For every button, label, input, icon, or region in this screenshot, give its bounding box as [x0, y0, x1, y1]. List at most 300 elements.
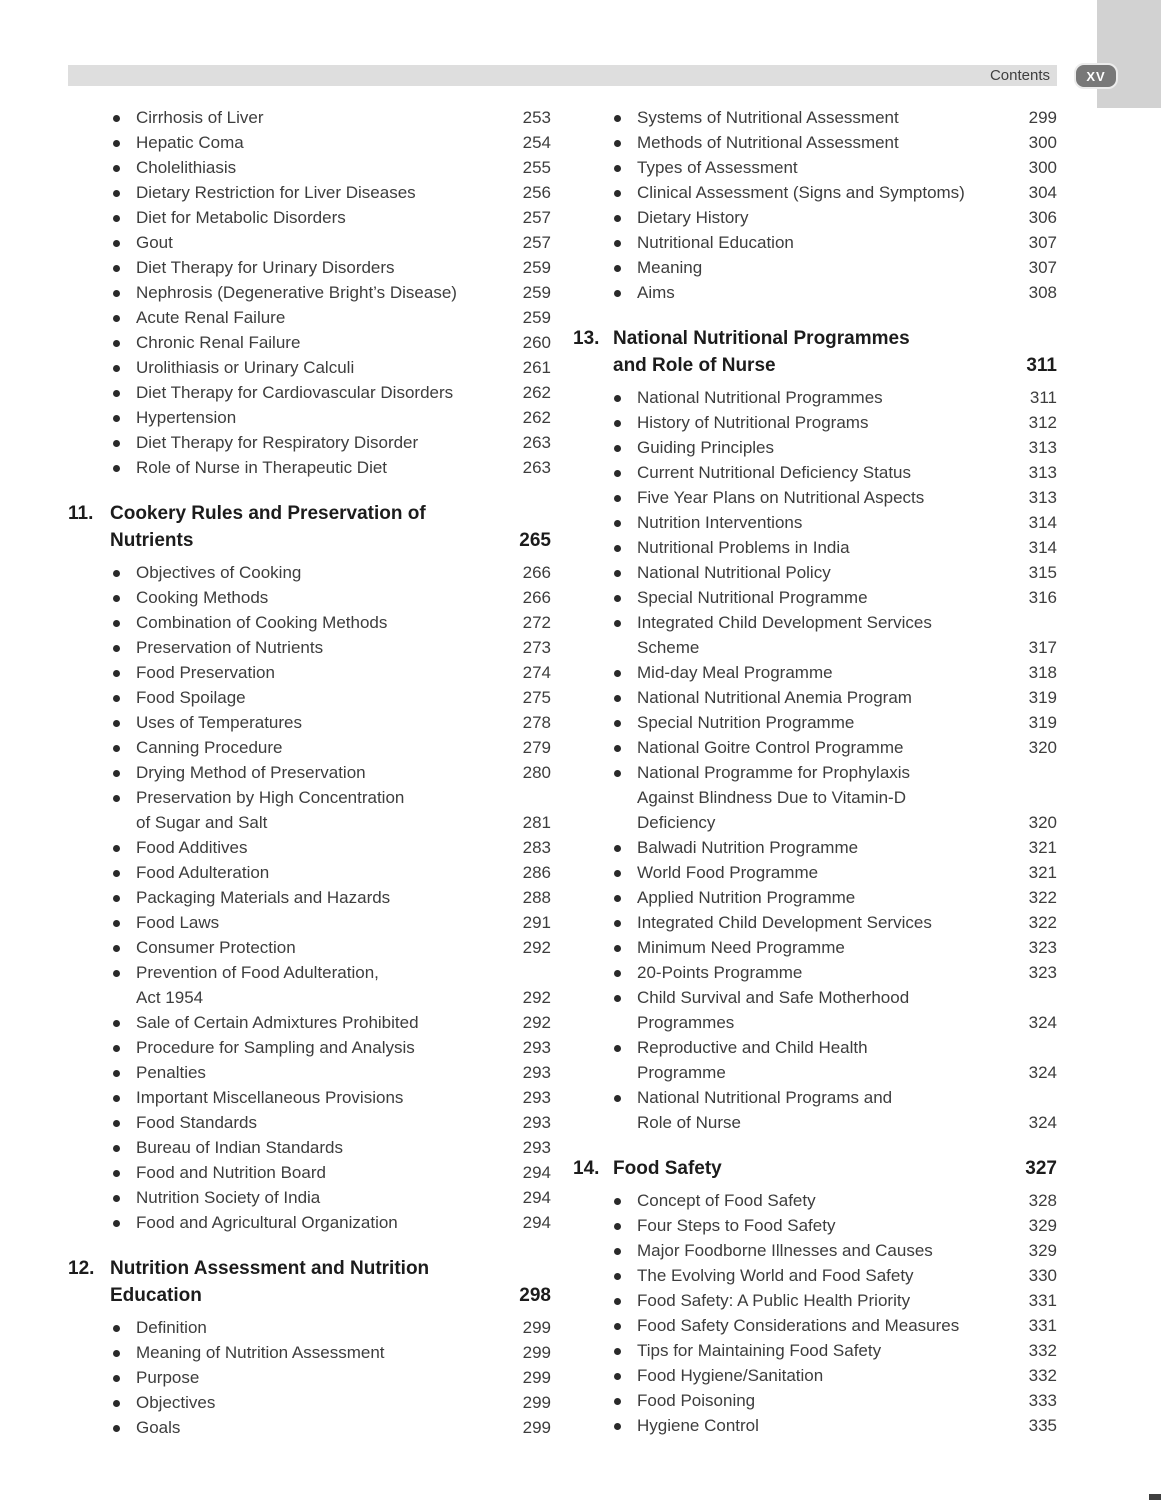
corner-strip	[1097, 0, 1161, 108]
entry-page-number: 320	[1028, 738, 1057, 757]
entry-page-number: 299	[522, 1368, 551, 1387]
entry-page-number: 293	[522, 1063, 551, 1082]
bullet-icon	[614, 945, 621, 952]
bullet-icon	[614, 1223, 621, 1230]
toc-entry	[68, 660, 551, 685]
toc-entry	[573, 960, 1057, 985]
entry-title: Food and Agricultural Organization	[136, 1213, 398, 1232]
entry-page-number: 323	[1028, 963, 1057, 982]
toc-entry	[68, 1415, 551, 1440]
entry-title: Tips for Maintaining Food Safety	[637, 1341, 882, 1360]
entry-page-number: 313	[1028, 438, 1057, 457]
toc-entry	[68, 380, 551, 405]
bullet-icon	[614, 745, 621, 752]
bullet-icon	[614, 265, 621, 272]
entry-title: Acute Renal Failure	[136, 308, 286, 327]
entry-title: Aims	[637, 283, 675, 302]
entry-page-number: 254	[522, 133, 551, 152]
entry-page-number: 324	[1028, 1063, 1057, 1082]
entry-title: Canning Procedure	[136, 738, 283, 757]
entry-title: Preservation by High Concentration	[136, 788, 405, 807]
toc-entry	[573, 1035, 1057, 1060]
toc-entry	[573, 710, 1057, 735]
toc-entry	[573, 1188, 1057, 1213]
chapter-heading-line	[110, 527, 551, 554]
entry-page-number: 262	[522, 383, 551, 402]
entry-page-number: 314	[1028, 538, 1057, 557]
chapter-title: Nutrition Assessment and Nutrition	[110, 1258, 430, 1279]
entry-page-number: 273	[522, 638, 551, 657]
entry-title: Nutritional Education	[637, 233, 794, 252]
entry-title: Against Blindness Due to Vitamin-D	[637, 788, 906, 807]
chapter-title: Nutrients	[110, 530, 194, 551]
toc-entry	[573, 635, 1057, 660]
toc-entry	[68, 585, 551, 610]
entry-page-number: 329	[1028, 1241, 1057, 1260]
entry-title: Act 1954	[136, 988, 204, 1007]
entry-title: Current Nutritional Deficiency Status	[637, 463, 912, 482]
entry-title: Deficiency	[637, 813, 716, 832]
entry-page-number: 281	[522, 813, 551, 832]
chapter-heading-line	[110, 500, 551, 527]
toc-entry	[573, 810, 1057, 835]
toc-entry	[573, 1060, 1057, 1085]
entry-page-number: 257	[522, 233, 551, 252]
bullet-icon	[113, 770, 120, 777]
toc-entry	[68, 810, 551, 835]
bullet-icon	[614, 695, 621, 702]
entry-title: Food Standards	[136, 1113, 257, 1132]
entry-title: Nutrition Interventions	[637, 513, 803, 532]
entry-page-number: 259	[522, 308, 551, 327]
entry-page-number: 319	[1028, 688, 1057, 707]
toc-entry	[68, 1160, 551, 1185]
entry-page-number: 293	[522, 1138, 551, 1157]
entry-page-number: 331	[1028, 1291, 1057, 1310]
entry-title: National Programme for Prophylaxis	[637, 763, 911, 782]
entry-page-number: 330	[1028, 1266, 1057, 1285]
toc-entry	[68, 1340, 551, 1365]
toc-entry	[68, 835, 551, 860]
entry-title: 20-Points Programme	[637, 963, 803, 982]
toc-entry	[68, 860, 551, 885]
toc-entry	[573, 1213, 1057, 1238]
toc-entry	[573, 1388, 1057, 1413]
toc-entry	[573, 1110, 1057, 1135]
entry-page-number: 262	[522, 408, 551, 427]
chapter-title: Cookery Rules and Preservation of	[110, 503, 426, 524]
entry-page-number: 312	[1028, 413, 1057, 432]
chapter-number: 11.	[68, 503, 94, 524]
bullet-icon	[614, 215, 621, 222]
entry-title: Food Safety Considerations and Measures	[637, 1316, 960, 1335]
entry-title: Food Preservation	[136, 663, 275, 682]
toc-entry	[573, 255, 1057, 280]
bullet-icon	[113, 870, 120, 877]
entry-page-number: 328	[1028, 1191, 1057, 1210]
entry-title: National Nutritional Anemia Program	[637, 688, 912, 707]
entry-title: Preservation of Nutrients	[136, 638, 324, 657]
entry-page-number: 299	[1028, 108, 1057, 127]
entry-page-number: 266	[522, 563, 551, 582]
entry-title: Scheme	[637, 638, 700, 657]
bullet-icon	[113, 795, 120, 802]
entry-page-number: 261	[522, 358, 551, 377]
bullet-icon	[113, 895, 120, 902]
entry-page-number: 294	[522, 1163, 551, 1182]
entry-page-number: 266	[522, 588, 551, 607]
bullet-icon	[614, 1273, 621, 1280]
entry-title: Systems of Nutritional Assessment	[637, 108, 899, 127]
entry-page-number: 263	[522, 433, 551, 452]
bullet-icon	[614, 720, 621, 727]
chapter-title: Food Safety	[613, 1158, 722, 1179]
toc-entry	[68, 305, 551, 330]
entry-title: Meaning of Nutrition Assessment	[136, 1343, 385, 1362]
toc-entry	[68, 205, 551, 230]
entry-page-number: 321	[1028, 838, 1057, 857]
chapter-number: 12.	[68, 1258, 95, 1279]
bullet-icon	[614, 115, 621, 122]
entry-page-number: 311	[1029, 388, 1057, 407]
entry-title: Chronic Renal Failure	[136, 333, 301, 352]
toc-entry	[68, 985, 551, 1010]
bullet-icon	[614, 1248, 621, 1255]
toc-entry	[573, 735, 1057, 760]
bullet-icon	[113, 1095, 120, 1102]
toc-entry	[68, 610, 551, 635]
toc-entry	[573, 410, 1057, 435]
entry-title: Special Nutrition Programme	[637, 713, 855, 732]
header-label: Contents	[989, 67, 1050, 84]
entry-page-number: 299	[522, 1343, 551, 1362]
entry-page-number: 307	[1028, 233, 1057, 252]
toc-entry	[573, 435, 1057, 460]
entry-page-number: 322	[1028, 913, 1057, 932]
entry-title: Diet Therapy for Urinary Disorders	[136, 258, 395, 277]
entry-title: Balwadi Nutrition Programme	[637, 838, 859, 857]
toc-entry	[68, 1365, 551, 1390]
toc-entry	[573, 385, 1057, 410]
bullet-icon	[614, 1298, 621, 1305]
entry-title: Nephrosis (Degenerative Bright’s Disease)	[136, 283, 457, 302]
bullet-icon	[113, 215, 120, 222]
bullet-icon	[113, 1350, 120, 1357]
toc-entry	[573, 1363, 1057, 1388]
entry-page-number: 314	[1028, 513, 1057, 532]
entry-page-number: 286	[522, 863, 551, 882]
entry-page-number: 256	[522, 183, 551, 202]
entry-page-number: 294	[522, 1188, 551, 1207]
entry-page-number: 306	[1028, 208, 1057, 227]
entry-title: Packaging Materials and Hazards	[136, 888, 391, 907]
entry-title: Food Laws	[136, 913, 220, 932]
toc-entry	[573, 485, 1057, 510]
bullet-icon	[614, 1323, 621, 1330]
bullet-icon	[113, 465, 120, 472]
entry-title: Hepatic Coma	[136, 133, 244, 152]
toc-entry	[68, 355, 551, 380]
entry-title: Food Additives	[136, 838, 248, 857]
toc-entry	[68, 1210, 551, 1235]
bullet-icon	[113, 845, 120, 852]
bullet-icon	[614, 545, 621, 552]
entry-title: Types of Assessment	[637, 158, 798, 177]
bullet-icon	[614, 595, 621, 602]
entry-title: Major Foodborne Illnesses and Causes	[637, 1241, 933, 1260]
toc-entry	[68, 1135, 551, 1160]
bullet-icon	[113, 970, 120, 977]
toc-entry	[68, 230, 551, 255]
entry-title: Urolithiasis or Urinary Calculi	[136, 358, 355, 377]
toc-entry	[68, 455, 551, 480]
toc-entry	[573, 785, 1057, 810]
toc-entry	[68, 1315, 551, 1340]
entry-title: Child Survival and Safe Motherhood	[637, 988, 910, 1007]
bullet-icon	[113, 1070, 120, 1077]
entry-title: Programmes	[637, 1013, 735, 1032]
toc-entry	[68, 1010, 551, 1035]
toc-entry	[573, 610, 1057, 635]
bullet-icon	[113, 265, 120, 272]
toc-entry	[68, 960, 551, 985]
entry-title: Diet Therapy for Cardiovascular Disorders	[136, 383, 454, 402]
entry-page-number: 331	[1028, 1316, 1057, 1335]
entry-title: Role of Nurse	[637, 1113, 741, 1132]
chapter-heading-line	[613, 352, 1057, 379]
entry-title: Gout	[136, 233, 173, 252]
entry-title: Objectives of Cooking	[136, 563, 302, 582]
chapter-title: and Role of Nurse	[613, 355, 776, 376]
entry-page-number: 300	[1028, 158, 1057, 177]
toc-entry	[68, 130, 551, 155]
entry-page-number: 260	[522, 333, 551, 352]
entry-page-number: 317	[1028, 638, 1057, 657]
header-bar	[68, 65, 1057, 86]
toc-entry	[573, 460, 1057, 485]
toc-entry	[573, 1313, 1057, 1338]
entry-page-number: 315	[1028, 563, 1057, 582]
toc-entry	[68, 430, 551, 455]
toc-entry	[573, 180, 1057, 205]
toc-entry	[68, 1390, 551, 1415]
entry-page-number: 320	[1028, 813, 1057, 832]
entry-page-number: 299	[522, 1393, 551, 1412]
bullet-icon	[614, 870, 621, 877]
entry-page-number: 288	[522, 888, 551, 907]
entry-page-number: 322	[1028, 888, 1057, 907]
entry-page-number: 332	[1028, 1366, 1057, 1385]
entry-page-number: 253	[522, 108, 551, 127]
chapter-number: 13.	[573, 328, 600, 349]
toc-entry	[68, 1110, 551, 1135]
entry-title: Dietary Restriction for Liver Diseases	[136, 183, 416, 202]
toc-entry	[68, 760, 551, 785]
chapter-page-number: 298	[519, 1285, 551, 1306]
toc-entry	[68, 105, 551, 130]
entry-title: Consumer Protection	[136, 938, 296, 957]
entry-title: Four Steps to Food Safety	[637, 1216, 836, 1235]
toc-entry	[573, 155, 1057, 180]
bullet-icon	[614, 920, 621, 927]
bullet-icon	[614, 670, 621, 677]
toc-entry	[68, 560, 551, 585]
entry-title: National Goitre Control Programme	[637, 738, 904, 757]
toc-entry	[68, 685, 551, 710]
toc-entry	[68, 1060, 551, 1085]
entry-title: Applied Nutrition Programme	[637, 888, 856, 907]
entry-title: Minimum Need Programme	[637, 938, 845, 957]
bullet-icon	[113, 570, 120, 577]
bullet-icon	[614, 770, 621, 777]
bullet-icon	[113, 695, 120, 702]
entry-title: Prevention of Food Adulteration,	[136, 963, 379, 982]
entry-title: Diet Therapy for Respiratory Disorder	[136, 433, 419, 452]
toc-column-left	[68, 105, 551, 1440]
bullet-icon	[113, 670, 120, 677]
entry-page-number: 293	[522, 1113, 551, 1132]
bullet-icon	[113, 340, 120, 347]
toc-entry	[68, 885, 551, 910]
entry-page-number: 283	[522, 838, 551, 857]
entry-title: History of Nutritional Programs	[637, 413, 869, 432]
entry-title: Nutritional Problems in India	[637, 538, 850, 557]
entry-page-number: 293	[522, 1088, 551, 1107]
toc-entry	[573, 660, 1057, 685]
bullet-icon	[614, 420, 621, 427]
entry-title: Cholelithiasis	[136, 158, 237, 177]
entry-page-number: 263	[522, 458, 551, 477]
bullet-icon	[113, 140, 120, 147]
toc-entry	[573, 130, 1057, 155]
toc-entry	[573, 205, 1057, 230]
entry-page-number: 255	[522, 158, 551, 177]
entry-page-number: 279	[522, 738, 551, 757]
bullet-icon	[614, 1423, 621, 1430]
chapter-heading-line	[110, 1282, 551, 1309]
entry-title: Dietary History	[637, 208, 749, 227]
entry-title: Five Year Plans on Nutritional Aspects	[637, 488, 925, 507]
entry-page-number: 292	[522, 988, 551, 1007]
entry-page-number: 324	[1028, 1013, 1057, 1032]
entry-title: Role of Nurse in Therapeutic Diet	[136, 458, 388, 477]
bullet-icon	[113, 240, 120, 247]
chapter-page-number: 311	[1026, 355, 1057, 376]
entry-title: Important Miscellaneous Provisions	[136, 1088, 404, 1107]
toc-entry	[68, 280, 551, 305]
entry-page-number: 318	[1028, 663, 1057, 682]
toc-entry	[573, 105, 1057, 130]
toc-entry	[68, 155, 551, 180]
entry-page-number: 319	[1028, 713, 1057, 732]
entry-title: Integrated Child Development Services	[637, 913, 932, 932]
bullet-icon	[113, 440, 120, 447]
toc-entry	[68, 1085, 551, 1110]
entry-title: Cirrhosis of Liver	[136, 108, 264, 127]
bullet-icon	[113, 720, 120, 727]
bullet-icon	[113, 1425, 120, 1432]
toc-entry	[68, 330, 551, 355]
toc-entry	[573, 760, 1057, 785]
bullet-icon	[614, 290, 621, 297]
toc-entry	[573, 1288, 1057, 1313]
entry-title: Programme	[637, 1063, 726, 1082]
entry-page-number: 307	[1028, 258, 1057, 277]
entry-title: Definition	[136, 1318, 207, 1337]
entry-title: Purpose	[136, 1368, 200, 1387]
entry-page-number: 292	[522, 938, 551, 957]
chapter-heading	[68, 500, 551, 554]
bullet-icon	[113, 1400, 120, 1407]
bullet-icon	[113, 115, 120, 122]
entry-page-number: 275	[522, 688, 551, 707]
entry-page-number: 304	[1028, 183, 1057, 202]
toc-entry	[573, 985, 1057, 1010]
toc-entry	[573, 585, 1057, 610]
toc-entry	[68, 635, 551, 660]
bullet-icon	[113, 365, 120, 372]
chapter-heading-line	[110, 1255, 551, 1282]
bullet-icon	[113, 165, 120, 172]
entry-title: Cooking Methods	[136, 588, 269, 607]
entry-page-number: 278	[522, 713, 551, 732]
entry-title: Food Spoilage	[136, 688, 246, 707]
chapter-heading	[68, 1255, 551, 1309]
entry-page-number: 333	[1028, 1391, 1057, 1410]
toc-entry	[68, 1035, 551, 1060]
toc-entry	[573, 835, 1057, 860]
bullet-icon	[113, 745, 120, 752]
bullet-icon	[614, 190, 621, 197]
entry-page-number: 259	[522, 283, 551, 302]
entry-page-number: 299	[522, 1318, 551, 1337]
toc-entry	[573, 1238, 1057, 1263]
chapter-heading	[573, 1155, 1057, 1182]
chapter-page-number: 265	[519, 530, 551, 551]
entry-title: Guiding Principles	[637, 438, 775, 457]
entry-page-number: 294	[522, 1213, 551, 1232]
bullet-icon	[113, 1170, 120, 1177]
toc-entry	[573, 685, 1057, 710]
bullet-icon	[113, 1145, 120, 1152]
entry-page-number: 329	[1028, 1216, 1057, 1235]
toc-entry	[573, 1338, 1057, 1363]
entry-page-number: 323	[1028, 938, 1057, 957]
entry-title: Nutrition Society of India	[136, 1188, 321, 1207]
bullet-icon	[113, 415, 120, 422]
bullet-icon	[113, 390, 120, 397]
bullet-icon	[614, 895, 621, 902]
entry-page-number: 321	[1028, 863, 1057, 882]
toc-column-right	[573, 105, 1057, 1438]
toc-entry	[573, 885, 1057, 910]
entry-title: Uses of Temperatures	[136, 713, 302, 732]
chapter-heading-line	[613, 325, 1057, 352]
bullet-icon	[614, 845, 621, 852]
toc-entry	[68, 935, 551, 960]
bullet-icon	[614, 470, 621, 477]
entry-page-number: 313	[1028, 488, 1057, 507]
entry-title: Food Safety: A Public Health Priority	[637, 1291, 911, 1310]
toc-entry	[68, 405, 551, 430]
entry-title: Special Nutritional Programme	[637, 588, 868, 607]
bullet-icon	[614, 1373, 621, 1380]
bullet-icon	[113, 1375, 120, 1382]
entry-title: National Nutritional Policy	[637, 563, 831, 582]
entry-title: Combination of Cooking Methods	[136, 613, 388, 632]
bullet-icon	[113, 620, 120, 627]
entry-page-number: 335	[1028, 1416, 1057, 1435]
